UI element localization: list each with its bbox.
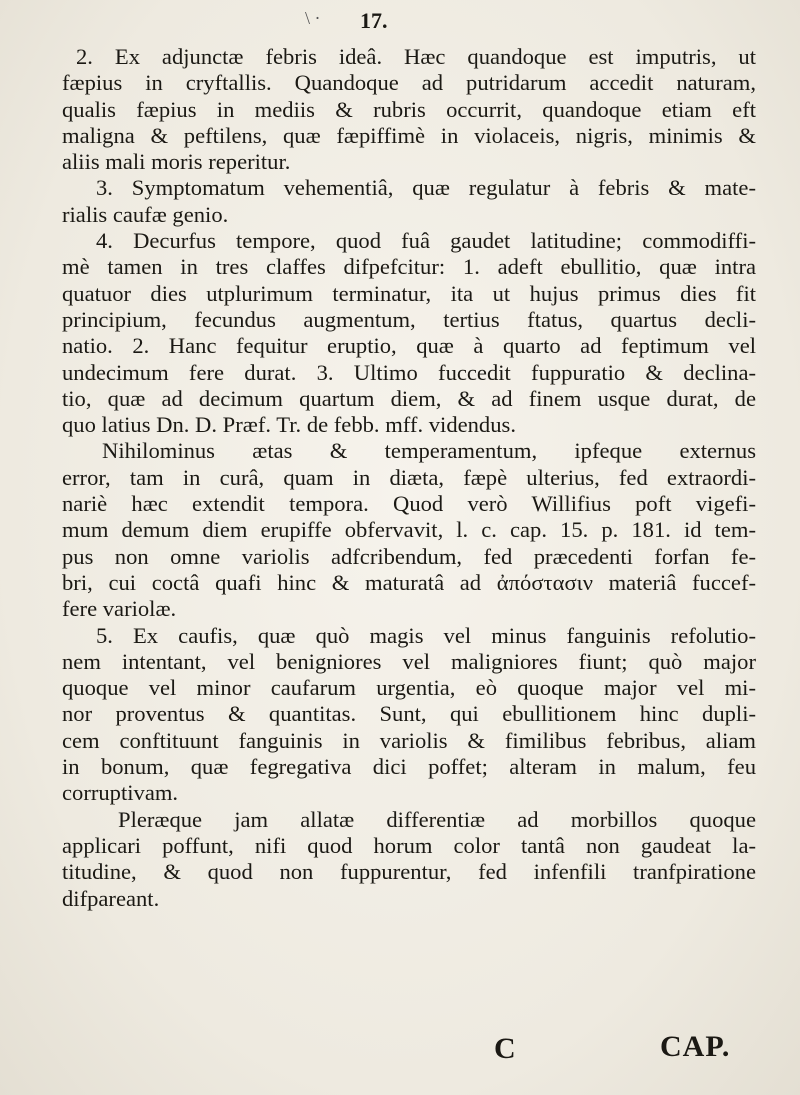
text-line: mum demum diem erupiffe obfervavit, l. c. cap. 15. p. 181. id tem- xyxy=(62,517,756,543)
text-line: quatuor dies utplurimum terminatur, ita ut hujus primus dies fit xyxy=(62,280,756,306)
text-line: cem conftituunt fanguinis in variolis & fimilibus febribus, aliam xyxy=(62,727,756,753)
text-line: error, tam in curâ, quam in diæta, fæpè ulterius, fed extraordi- xyxy=(62,464,756,490)
text-line: tio, quæ ad decimum quartum diem, & ad finem usque durat, de xyxy=(62,385,756,411)
text-line: mè tamen in tres claffes difpefcitur: 1. adeft ebullitio, quæ intra xyxy=(62,254,756,280)
text-line: Nihilominus ætas & temperamentum, ipfeque externus xyxy=(102,438,756,464)
text-line: fere variolæ. xyxy=(62,596,177,622)
text-line: natio. 2. Hanc fequitur eruptio, quæ à quarto ad feptimum vel xyxy=(62,333,756,359)
text-line: corruptivam. xyxy=(62,780,179,806)
text-line: pus non omne variolis adfcribendum, fed præcedenti forfan fe- xyxy=(62,543,756,569)
text-line: 5. Ex caufis, quæ quò magis vel minus fanguinis refolutio- xyxy=(96,622,756,648)
text-line: 2. Ex adjunctæ febris ideâ. Hæc quandoque est imputris, ut xyxy=(76,44,756,69)
text-line: difpareant. xyxy=(62,885,160,911)
catchword: CAP. xyxy=(660,1030,731,1063)
text-line: nor proventus & quantitas. Sunt, qui ebullitionem hinc dupli- xyxy=(62,701,756,727)
text-line: titudine, & quod non fuppurentur, fed infenfili tranfpiratione xyxy=(62,859,756,885)
text-line: nariè hæc extendit tempora. Quod verò Willifius poft vigefi- xyxy=(62,491,756,517)
text-line: quo latius Dn. D. Præf. Tr. de febb. mff. videndus. xyxy=(62,412,516,438)
body-text xyxy=(62,44,756,912)
text-line: aliis mali moris reperitur. xyxy=(62,149,291,175)
text-line: maligna & peftilens, quæ fæpiffimè in violaceis, nigris, minimis & xyxy=(62,122,756,148)
text-line: in bonum, quæ fegregativa dici poffet; alteram in malum, feu xyxy=(62,754,756,780)
text-line: rialis caufæ genio. xyxy=(62,201,229,227)
text-line: principium, fecundus augmentum, tertius ftatus, quartus decli- xyxy=(62,306,756,332)
text-line: bri, cui coctâ quafi hinc & maturatâ ad ἀπόστασιν materiâ fuccef- xyxy=(62,569,756,595)
text-line: Pleræque jam allatæ differentiæ ad morbillos quoque xyxy=(118,806,756,832)
signature-mark: C xyxy=(494,1032,516,1065)
text-line: applicari poffunt, nifi quod horum color tantâ non gaudeat la- xyxy=(62,832,756,858)
page-number: 17. xyxy=(360,8,388,33)
text-line: quoque vel minor caufarum urgentia, eò quoque major vel mi- xyxy=(62,675,756,701)
text-line: 3. Symptomatum vehementiâ, quæ regulatur à febris & mate- xyxy=(96,175,756,201)
text-line: qualis fæpius in mediis & rubris occurrit, quandoque etiam eft xyxy=(62,96,756,122)
text-line: fæpius in cryftallis. Quandoque ad putridarum accedit naturam, xyxy=(62,70,756,96)
text-line: undecimum fere durat. 3. Ultimo fuccedit fuppuratio & declina- xyxy=(62,359,756,385)
text-line: nem intentant, vel benigniores vel maligniores fiunt; quò major xyxy=(62,648,756,674)
text-line: 4. Decurfus tempore, quod fuâ gaudet latitudine; commodiffi- xyxy=(96,228,756,254)
stray-mark: \ · xyxy=(305,8,321,28)
